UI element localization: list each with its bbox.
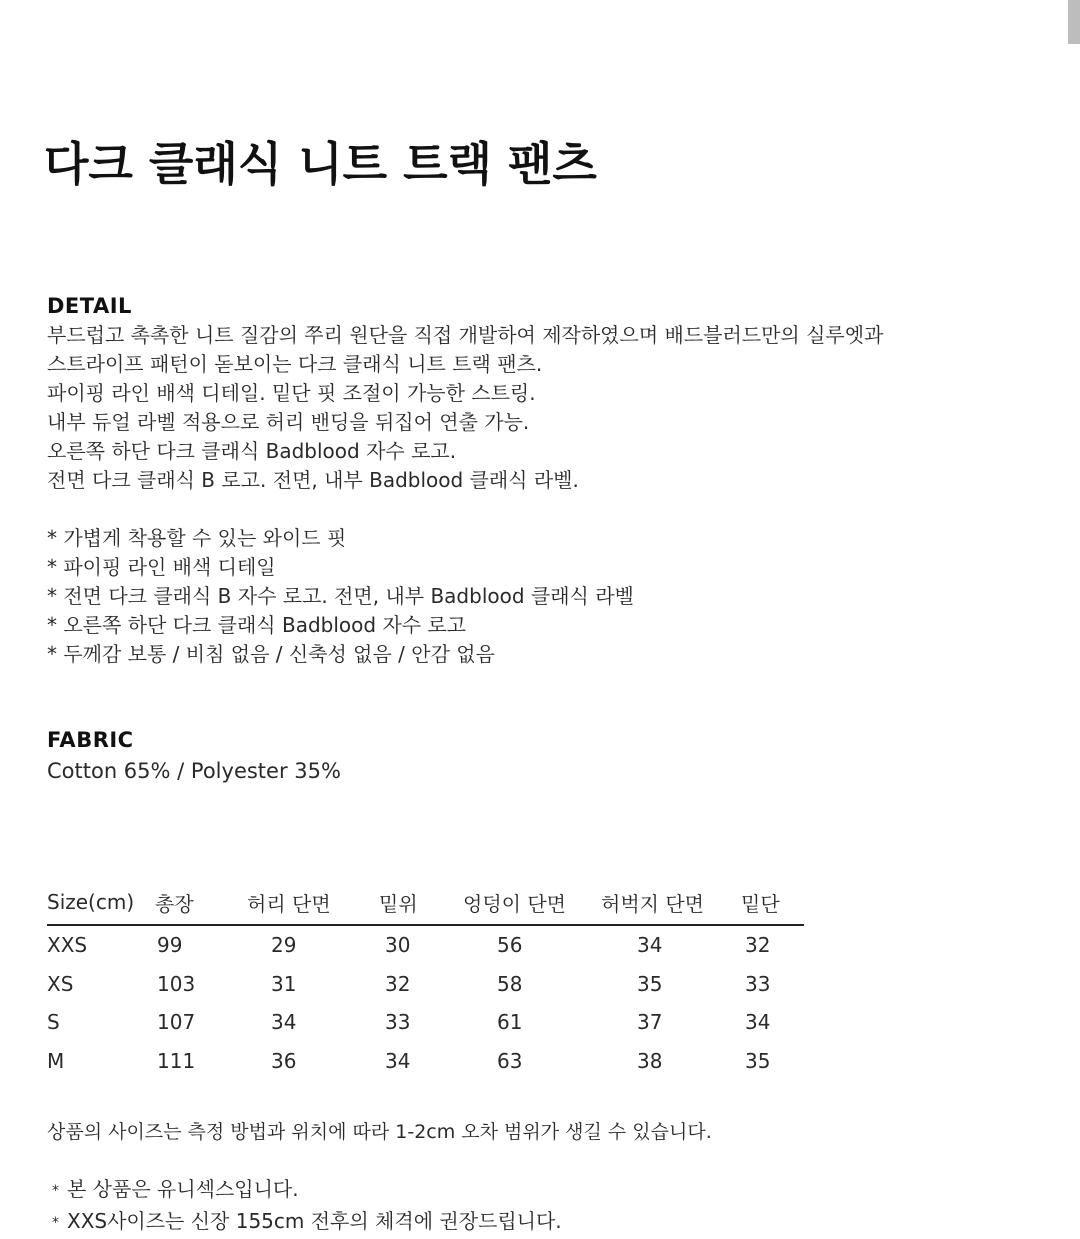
- table-cell: 33: [385, 1010, 411, 1035]
- table-cell: 35: [637, 971, 663, 996]
- table-cell: 35: [745, 1048, 771, 1073]
- detail-bullet: * 전면 다크 클래식 B 자수 로고. 전면, 내부 Badblood 클래식 라벨: [47, 582, 634, 611]
- table-cell: 32: [745, 933, 771, 958]
- table-cell: 36: [271, 1048, 297, 1073]
- detail-description: [47, 321, 883, 495]
- table-cell: S: [47, 1010, 60, 1035]
- table-cell: 63: [497, 1048, 523, 1073]
- fabric-heading: FABRIC: [47, 728, 134, 752]
- table-cell: 33: [745, 971, 771, 996]
- header-cell: 밑단: [741, 891, 780, 916]
- detail-line: 오른쪽 하단 다크 클래식 Badblood 자수 로고.: [47, 439, 457, 463]
- size-table-header: [47, 878, 804, 926]
- detail-bullet: * 오른쪽 하단 다크 클래식 Badblood 자수 로고: [47, 611, 634, 640]
- header-cell: 엉덩이 단면: [463, 891, 566, 916]
- detail-line: 부드럽고 촉촉한 니트 질감의 쭈리 원단을 직접 개발하여 제작하였으며 배드블러드만의 실루엣과: [47, 323, 884, 347]
- table-cell: M: [47, 1048, 65, 1073]
- table-row: [47, 965, 804, 1004]
- fabric-composition: Cotton 65% / Polyester 35%: [47, 759, 341, 783]
- table-cell: XS: [47, 971, 74, 996]
- table-cell: 107: [157, 1010, 196, 1035]
- asterisk-mark: *: [52, 1182, 59, 1199]
- table-cell: 56: [497, 933, 523, 958]
- table-row: [47, 1042, 804, 1081]
- size-table: [47, 878, 804, 1080]
- table-cell: 30: [385, 933, 411, 958]
- table-cell: XXS: [47, 933, 88, 958]
- footnote-text: 본 상품은 유니섹스입니다.: [67, 1177, 299, 1201]
- scrollbar-thumb[interactable]: [1068, 0, 1080, 44]
- table-cell: 34: [385, 1048, 411, 1073]
- footnote-item: [52, 1173, 562, 1205]
- table-cell: 61: [497, 1010, 523, 1035]
- detail-heading: DETAIL: [47, 294, 132, 318]
- detail-bullet-list: [47, 524, 634, 669]
- asterisk-mark: *: [52, 1214, 59, 1231]
- footnote-list: [52, 1173, 562, 1237]
- detail-line: 내부 듀얼 라벨 적용으로 허리 밴딩을 뒤집어 연출 가능.: [47, 410, 530, 434]
- table-cell: 111: [157, 1048, 196, 1073]
- table-cell: 38: [637, 1048, 663, 1073]
- table-row: [47, 926, 804, 965]
- table-cell: 31: [271, 971, 297, 996]
- table-cell: 29: [271, 933, 297, 958]
- detail-line: 전면 다크 클래식 B 로고. 전면, 내부 Badblood 클래식 라벨.: [47, 468, 579, 492]
- detail-line: 파이핑 라인 배색 디테일. 밑단 핏 조절이 가능한 스트링.: [47, 381, 536, 405]
- header-cell: 허벅지 단면: [601, 891, 704, 916]
- table-cell: 34: [271, 1010, 297, 1035]
- footnote-text: XXS사이즈는 신장 155cm 전후의 체격에 권장드립니다.: [67, 1209, 562, 1233]
- detail-bullet: * 파이핑 라인 배색 디테일: [47, 553, 634, 582]
- table-row: [47, 1003, 804, 1042]
- detail-bullet: * 가볍게 착용할 수 있는 와이드 핏: [47, 524, 634, 553]
- table-cell: 103: [157, 971, 196, 996]
- table-cell: 37: [637, 1010, 663, 1035]
- table-cell: 34: [637, 933, 663, 958]
- footnote-item: [52, 1205, 562, 1237]
- header-cell: 총장: [155, 891, 194, 916]
- table-cell: 58: [497, 971, 523, 996]
- table-cell: 34: [745, 1010, 771, 1035]
- table-cell: 32: [385, 971, 411, 996]
- header-cell: 허리 단면: [247, 891, 331, 916]
- detail-bullet: * 두께감 보통 / 비침 없음 / 신축성 없음 / 안감 없음: [47, 640, 634, 669]
- header-cell: 밑위: [379, 891, 418, 916]
- page-title: 다크 클래식 니트 트랙 팬츠: [44, 137, 597, 191]
- size-measurement-note: 상품의 사이즈는 측정 방법과 위치에 따라 1-2cm 오차 범위가 생길 수 있습니다.: [47, 1121, 712, 1143]
- header-cell: Size(cm): [47, 890, 135, 914]
- table-cell: 99: [157, 933, 183, 958]
- detail-line: 스트라이프 패턴이 돋보이는 다크 클래식 니트 트랙 팬츠.: [47, 352, 543, 376]
